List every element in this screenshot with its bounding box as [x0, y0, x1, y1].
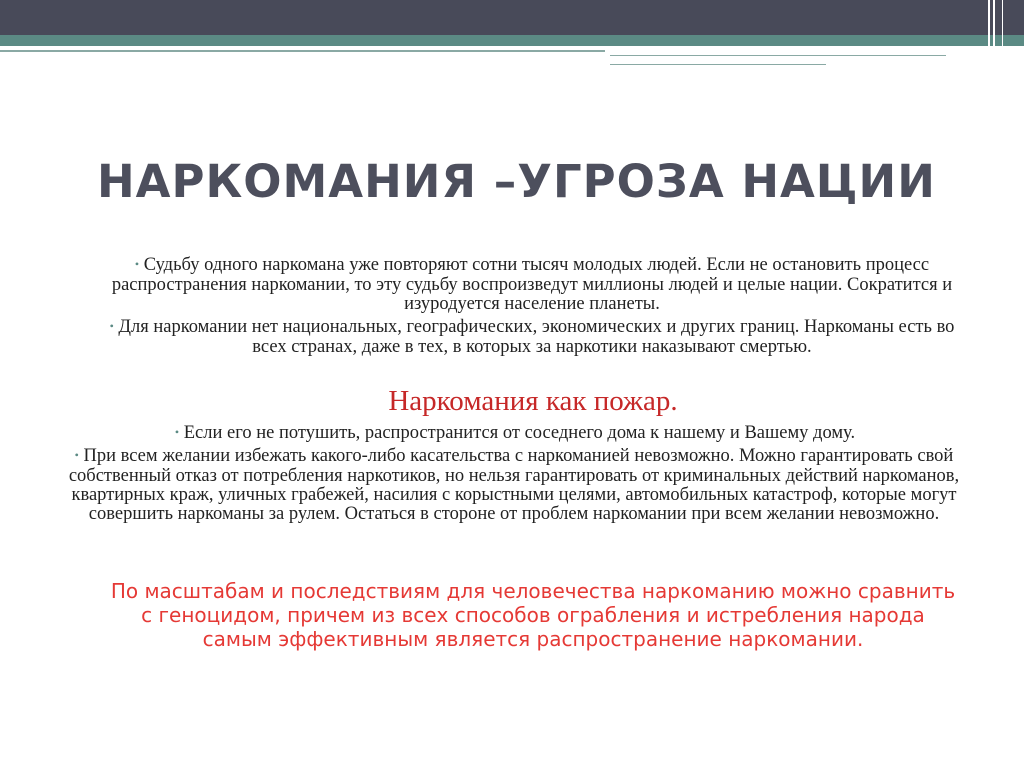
slide-title: НАРКОМАНИЯ –УГРОЗА НАЦИИ — [97, 155, 936, 208]
header-accent-line — [0, 50, 605, 52]
subheading: Наркомания как пожар. — [388, 385, 678, 417]
bullet-text: Если его не потушить, распространится от соседнего дома к нашему и Вашему дому. — [183, 423, 856, 443]
bullet-text: Для наркомании нет национальных, географических, экономических и других границ. Наркоманы есть во всех странах, даже в тех, в которых за наркотики наказывают смертью. — [118, 317, 955, 357]
header-dark-band — [0, 0, 1024, 35]
bullet-text: Судьбу одного наркомана уже повторяют сотни тысяч молодых людей. Если не остановить процесс распространения наркомании, то эту судьбу воспроизведут миллионы людей и целые нации. Сократится и изуродуется население планеты. — [111, 255, 953, 314]
bullet-item — [64, 447, 964, 524]
bullet-icon: • — [74, 448, 79, 462]
bullet-item — [92, 256, 972, 314]
conclusion-text: По масштабам и последствиям для человечества наркоманию можно сравнить с геноцидом, причем из всех способов ограбления и истребления народа самым эффективным является распространение наркомании. — [110, 579, 956, 651]
bullet-icon: • — [109, 319, 114, 333]
bullet-icon: • — [134, 257, 140, 271]
header-accent-line — [610, 64, 826, 65]
header-decoration — [986, 0, 1024, 68]
bullet-item — [100, 424, 930, 444]
header-teal-band — [0, 35, 1024, 46]
bullet-icon: • — [174, 425, 180, 439]
header-accent-line — [610, 55, 946, 56]
bullet-item — [92, 318, 972, 357]
bullet-text: При всем желании избежать какого-либо касательства с наркоманией невозможно. Можно гарантировать свой собственный отказ от потребления наркотиков, но нельзя гарантировать от криминальных действий наркоманов, квартирных краж, уличных грабежей, насилия с корыстными целями, автомобильных катастроф, которые могут совершить наркоманы за рулем. Остаться в стороне от проблем наркомании при всем желании невозможно. — [68, 446, 960, 524]
